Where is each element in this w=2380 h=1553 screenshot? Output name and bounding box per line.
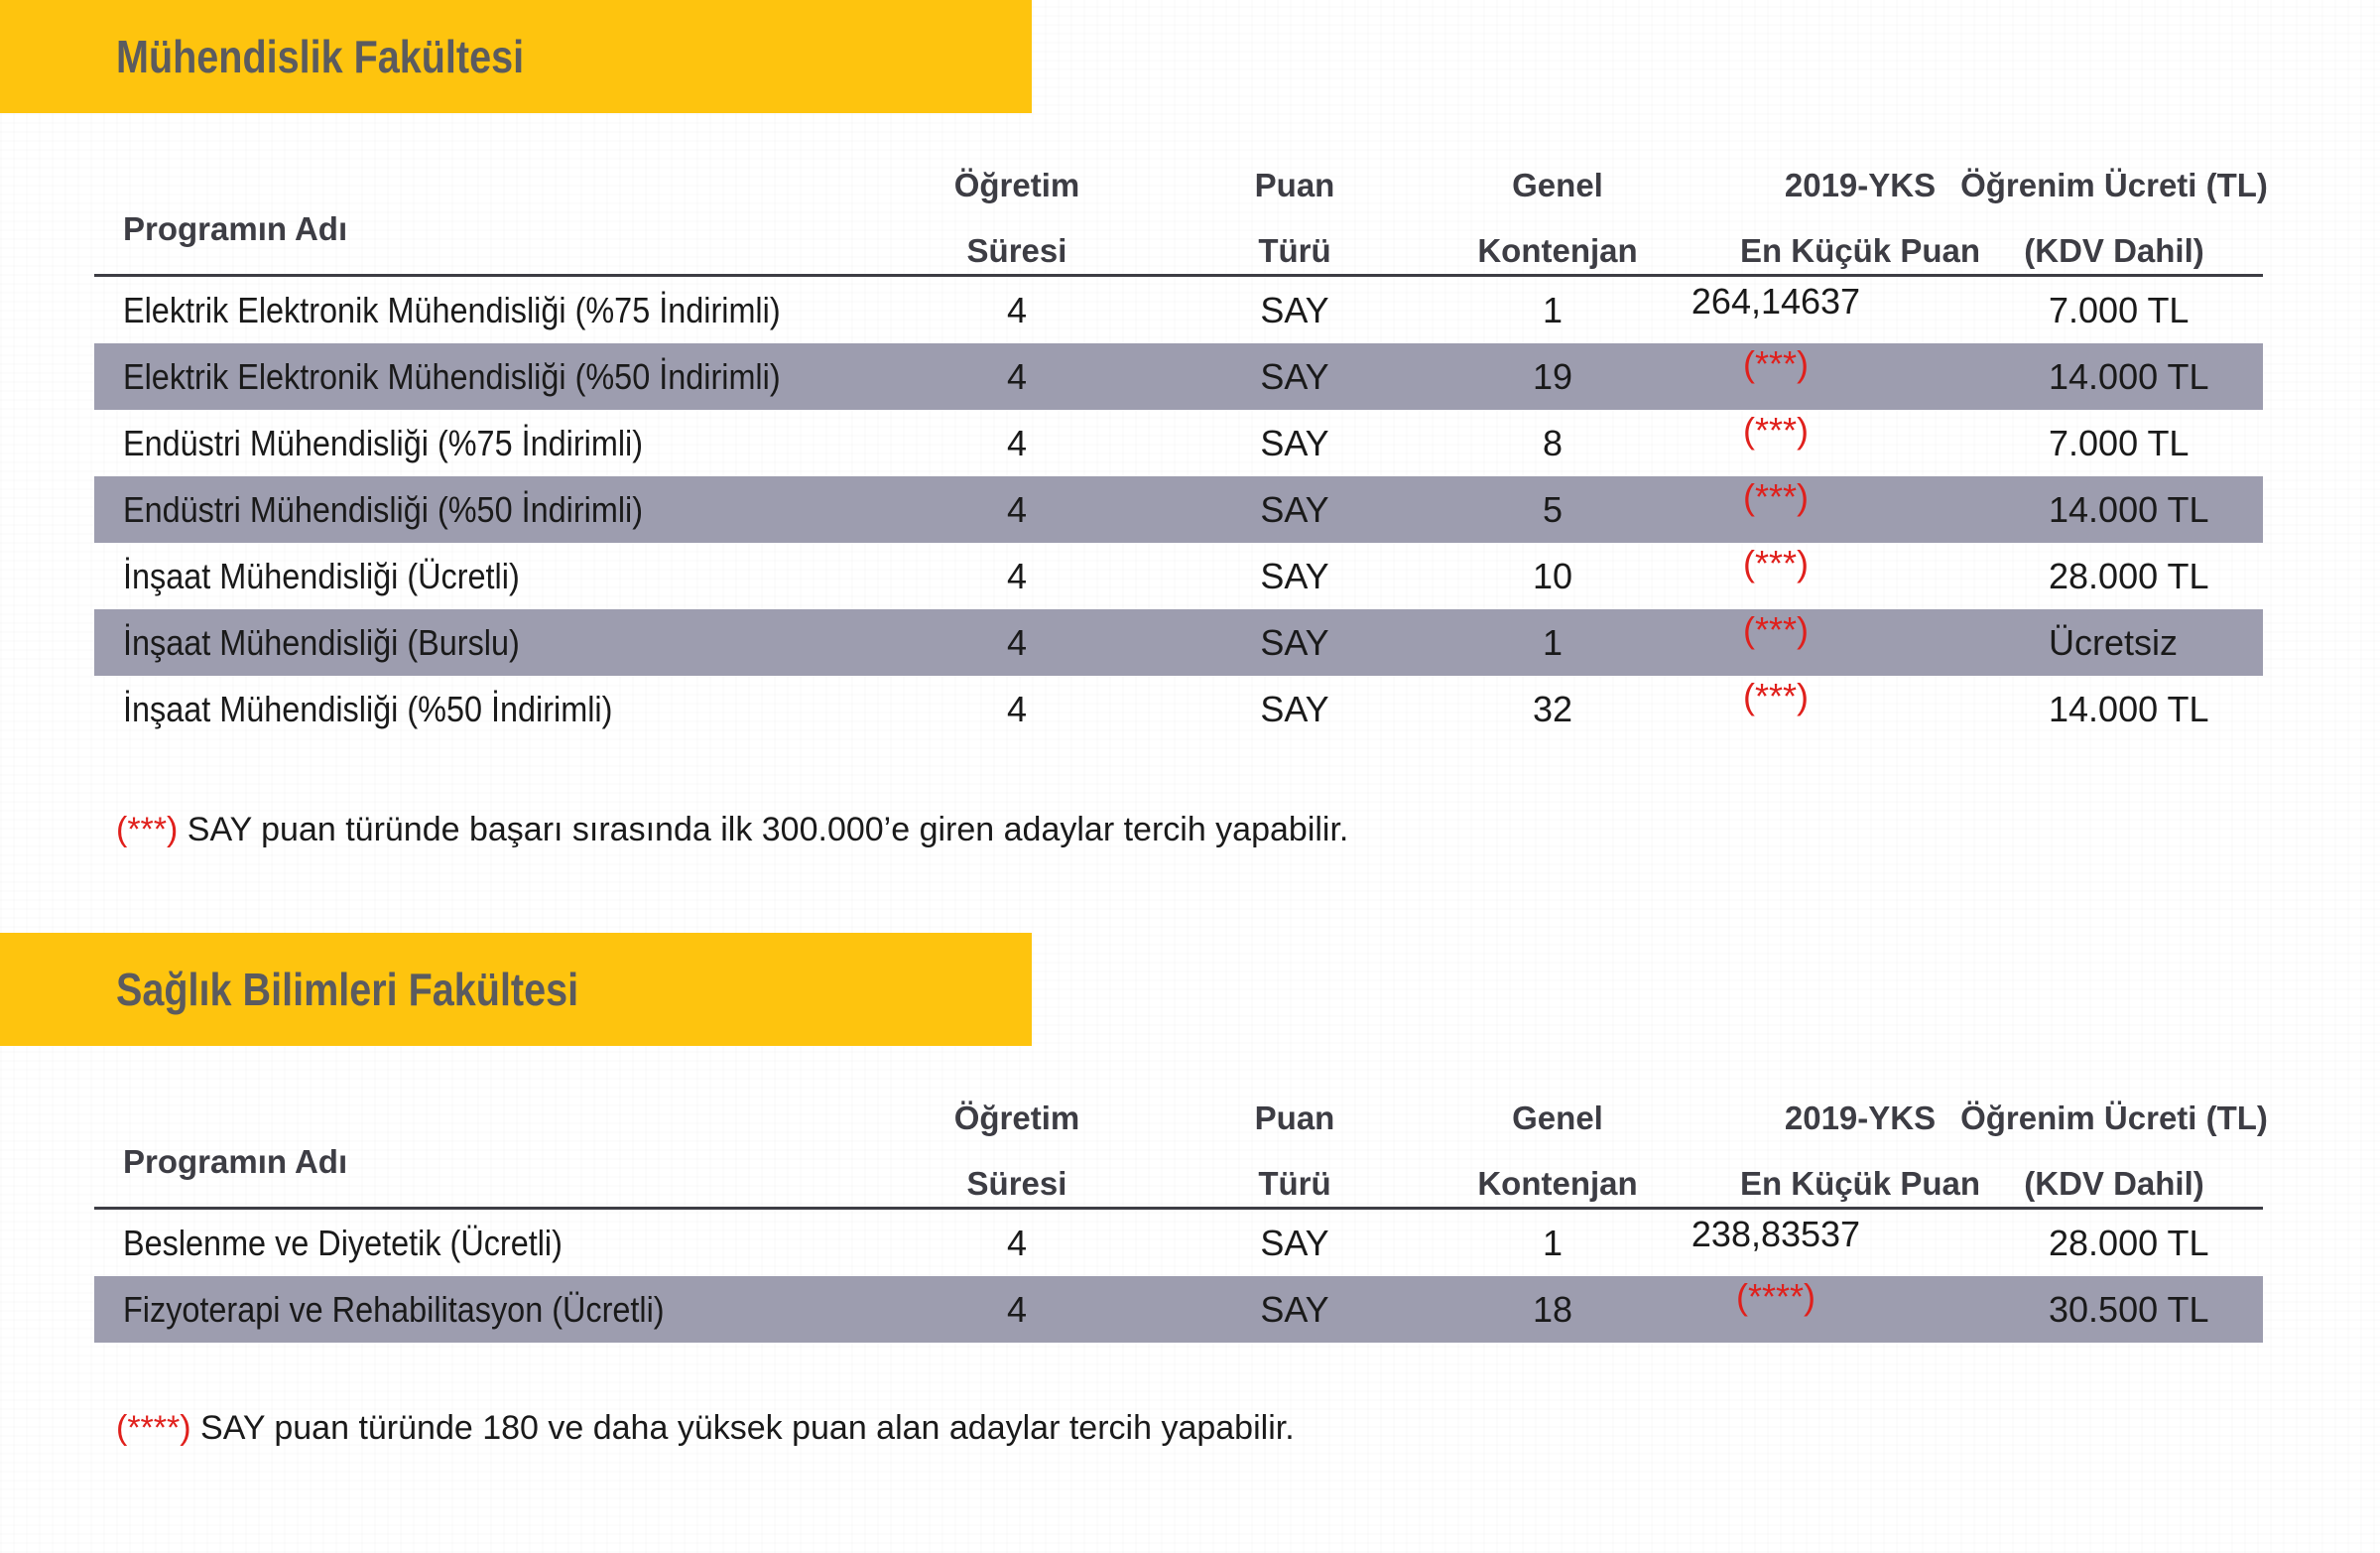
header-min-score: 2019-YKS En Küçük Puan bbox=[1739, 167, 1981, 269]
cell-duration: 4 bbox=[1006, 1223, 1028, 1263]
cell-quota: 5 bbox=[1542, 489, 1564, 530]
table-row bbox=[94, 1276, 2263, 1343]
footnote-text: SAY puan türünde başarı sırasında ilk 300.000’e giren adaylar tercih yapabilir. bbox=[178, 811, 1349, 848]
header-duration: Öğretim Süresi bbox=[953, 167, 1080, 269]
table-row bbox=[94, 410, 2263, 476]
cell-fee: Ücretsiz bbox=[2049, 622, 2179, 663]
table-row bbox=[94, 676, 2263, 742]
section-banner-health bbox=[0, 933, 1032, 1046]
cell-score-type: SAY bbox=[1260, 356, 1329, 397]
footnote-text: SAY puan türünde 180 ve daha yüksek puan alan adaylar tercih yapabilir. bbox=[190, 1409, 1295, 1447]
cell-program: Endüstri Mühendisliği (%75 İndirimli) bbox=[123, 423, 644, 463]
table-body bbox=[94, 277, 2263, 742]
cell-program: Fizyoterapi ve Rehabilitasyon (Ücretli) bbox=[123, 1289, 665, 1330]
cell-score-type: SAY bbox=[1260, 489, 1329, 530]
cell-program: Beslenme ve Diyetetik (Ücretli) bbox=[123, 1223, 563, 1263]
cell-quota: 8 bbox=[1542, 423, 1564, 463]
cell-fee: 7.000 TL bbox=[2049, 290, 2190, 330]
header-quota: Genel Kontenjan bbox=[1477, 1100, 1638, 1202]
cell-score-type: SAY bbox=[1260, 290, 1329, 330]
cell-quota: 1 bbox=[1542, 1223, 1564, 1263]
cell-duration: 4 bbox=[1006, 423, 1028, 463]
cell-min-score: (***) bbox=[1742, 476, 1809, 517]
cell-fee: 28.000 TL bbox=[2049, 556, 2209, 596]
footnote-engineering bbox=[116, 811, 1348, 849]
cell-program: Elektrik Elektronik Mühendisliği (%75 İndirimli) bbox=[123, 290, 781, 330]
header-fee: Öğrenim Ücreti (TL) (KDV Dahil) bbox=[1960, 1100, 2268, 1202]
header-score-type: Puan Türü bbox=[1254, 167, 1335, 269]
table-row bbox=[94, 277, 2263, 343]
cell-quota: 1 bbox=[1542, 622, 1564, 663]
table-row bbox=[94, 543, 2263, 609]
cell-min-score: (***) bbox=[1742, 343, 1809, 384]
cell-score-type: SAY bbox=[1260, 1289, 1329, 1330]
table-header bbox=[94, 1082, 2268, 1210]
cell-quota: 19 bbox=[1532, 356, 1573, 397]
table-row bbox=[94, 343, 2263, 410]
cell-min-score: 238,83537 bbox=[1691, 1214, 1861, 1254]
cell-duration: 4 bbox=[1006, 290, 1028, 330]
footnote-marker: (***) bbox=[116, 811, 179, 848]
header-quota: Genel Kontenjan bbox=[1477, 167, 1638, 269]
cell-min-score: (***) bbox=[1742, 676, 1809, 716]
header-program: Programın Adı bbox=[123, 210, 348, 247]
cell-duration: 4 bbox=[1006, 689, 1028, 729]
cell-fee: 30.500 TL bbox=[2049, 1289, 2209, 1330]
cell-min-score: (***) bbox=[1742, 543, 1809, 583]
cell-program: Endüstri Mühendisliği (%50 İndirimli) bbox=[123, 489, 644, 530]
cell-quota: 1 bbox=[1542, 290, 1564, 330]
cell-min-score: (***) bbox=[1742, 609, 1809, 650]
cell-score-type: SAY bbox=[1260, 556, 1329, 596]
table-engineering bbox=[94, 149, 2268, 742]
cell-fee: 14.000 TL bbox=[2049, 356, 2209, 397]
cell-score-type: SAY bbox=[1260, 689, 1329, 729]
cell-duration: 4 bbox=[1006, 489, 1028, 530]
table-row bbox=[94, 1210, 2263, 1276]
cell-min-score: (****) bbox=[1735, 1276, 1816, 1317]
cell-duration: 4 bbox=[1006, 356, 1028, 397]
cell-fee: 28.000 TL bbox=[2049, 1223, 2209, 1263]
cell-min-score: 264,14637 bbox=[1691, 281, 1861, 322]
cell-score-type: SAY bbox=[1260, 1223, 1329, 1263]
table-header bbox=[94, 149, 2268, 277]
table-row bbox=[94, 476, 2263, 543]
table-body bbox=[94, 1210, 2263, 1343]
cell-program: İnşaat Mühendisliği (Burslu) bbox=[123, 622, 520, 663]
cell-quota: 10 bbox=[1532, 556, 1573, 596]
cell-duration: 4 bbox=[1006, 622, 1028, 663]
footnote-health bbox=[116, 1409, 1295, 1448]
cell-fee: 14.000 TL bbox=[2049, 489, 2209, 530]
cell-fee: 14.000 TL bbox=[2049, 689, 2209, 729]
cell-duration: 4 bbox=[1006, 1289, 1028, 1330]
section-banner-engineering bbox=[0, 0, 1032, 113]
cell-score-type: SAY bbox=[1260, 423, 1329, 463]
cell-score-type: SAY bbox=[1260, 622, 1329, 663]
table-row bbox=[94, 609, 2263, 676]
header-min-score: 2019-YKS En Küçük Puan bbox=[1739, 1100, 1981, 1202]
header-duration: Öğretim Süresi bbox=[953, 1100, 1080, 1202]
footnote-marker: (****) bbox=[116, 1409, 191, 1447]
cell-duration: 4 bbox=[1006, 556, 1028, 596]
section-title: Sağlık Bilimleri Fakültesi bbox=[116, 964, 579, 1015]
cell-fee: 7.000 TL bbox=[2049, 423, 2190, 463]
cell-program: Elektrik Elektronik Mühendisliği (%50 İndirimli) bbox=[123, 356, 781, 397]
cell-quota: 18 bbox=[1532, 1289, 1573, 1330]
header-program: Programın Adı bbox=[123, 1143, 348, 1180]
cell-program: İnşaat Mühendisliği (Ücretli) bbox=[123, 556, 520, 596]
header-score-type: Puan Türü bbox=[1254, 1100, 1335, 1202]
cell-program: İnşaat Mühendisliği (%50 İndirimli) bbox=[123, 689, 613, 729]
header-fee: Öğrenim Ücreti (TL) (KDV Dahil) bbox=[1960, 167, 2268, 269]
section-title: Mühendislik Fakültesi bbox=[116, 31, 525, 82]
table-health bbox=[94, 1082, 2268, 1343]
cell-quota: 32 bbox=[1532, 689, 1573, 729]
cell-min-score: (***) bbox=[1742, 410, 1809, 451]
